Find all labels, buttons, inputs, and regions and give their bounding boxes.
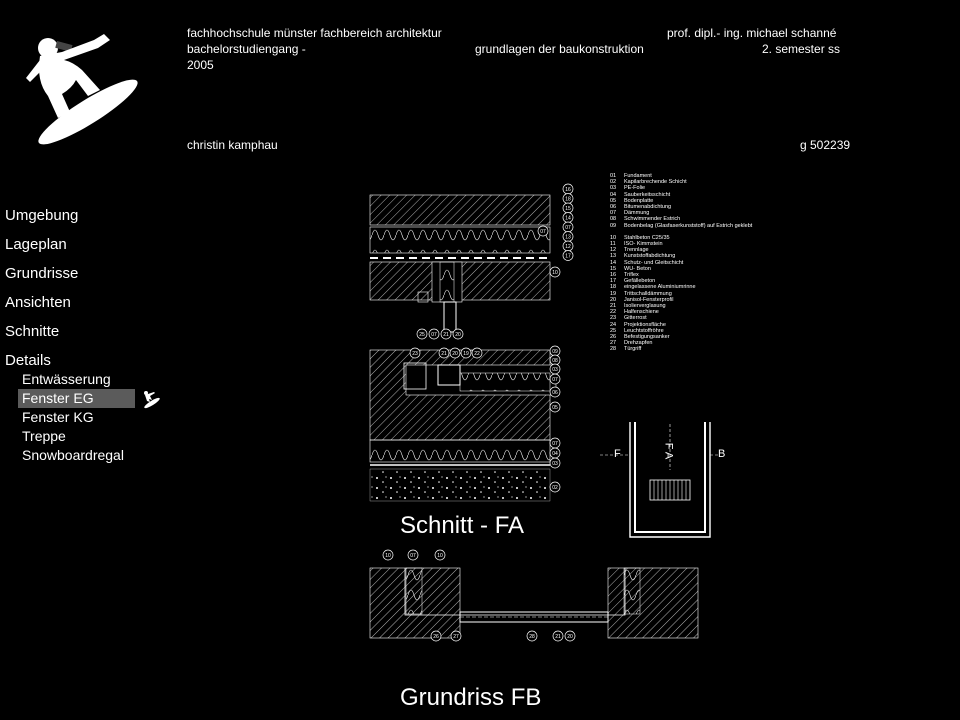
nav-item-grundrisse[interactable]: Grundrisse xyxy=(5,265,79,282)
detail-tag xyxy=(538,226,548,236)
detail-tag xyxy=(417,329,427,339)
svg-text:07: 07 xyxy=(565,225,571,231)
subnav-item-snowboardregal[interactable]: Snowboardregal xyxy=(22,447,124,463)
svg-text:20: 20 xyxy=(452,351,458,357)
semester: 2. semester ss xyxy=(762,42,841,56)
legend-number: 21 xyxy=(610,303,617,310)
legend-number: 13 xyxy=(610,253,617,260)
svg-text:07: 07 xyxy=(540,229,546,235)
svg-text:18: 18 xyxy=(565,196,571,203)
svg-text:12: 12 xyxy=(565,244,571,250)
legend-number: 04 xyxy=(610,191,617,198)
legend-number: 14 xyxy=(610,259,617,266)
legend-number: 20 xyxy=(610,296,617,303)
nav-item-schnitte[interactable]: Schnitte xyxy=(5,323,60,340)
subnav-item-fenster-kg[interactable]: Fenster KG xyxy=(22,409,94,425)
detail-tag xyxy=(461,348,471,358)
nav-item-details[interactable]: Details xyxy=(5,352,51,369)
legend-text: Halfenschiene xyxy=(624,309,659,316)
detail-tag xyxy=(441,329,451,339)
legend-text: Bodenbelag (Glasfaserkunststoff) auf Estrich geklebt xyxy=(624,222,753,229)
snowboarder-logo-icon[interactable] xyxy=(18,26,142,150)
detail-tag xyxy=(472,348,482,358)
detail-tag xyxy=(563,232,573,242)
svg-text:28: 28 xyxy=(529,634,535,640)
legend-number: 06 xyxy=(610,204,617,211)
legend-text: Bodenplatte xyxy=(624,197,654,204)
svg-text:07: 07 xyxy=(410,553,416,559)
legend-text: Sauberkeitsschicht xyxy=(624,191,671,198)
detail-tag xyxy=(429,329,439,339)
legend-text: Triflex xyxy=(624,272,639,279)
legend-text: Kapilarbrechende Schicht xyxy=(624,179,687,186)
svg-text:09: 09 xyxy=(552,349,558,355)
svg-text:27: 27 xyxy=(453,634,459,640)
upper-floor-section xyxy=(370,195,550,332)
svg-text:10: 10 xyxy=(552,270,558,276)
detail-tag xyxy=(550,364,560,374)
legend-text: WU- Beton xyxy=(624,265,651,272)
detail-tag xyxy=(563,184,573,194)
plan-tags-bottom xyxy=(431,631,575,641)
detail-tag xyxy=(550,374,560,384)
detail-tag xyxy=(410,348,420,358)
legend-number: 05 xyxy=(610,197,617,204)
legend-text: Schwimmender Estrich xyxy=(624,216,681,223)
detail-tag xyxy=(527,631,537,641)
legend-number: 16 xyxy=(610,272,617,279)
legend-text: Dämmung xyxy=(624,210,650,217)
svg-text:20: 20 xyxy=(567,634,573,640)
program-name: bachelorstudiengang - xyxy=(187,42,306,56)
detail-tag xyxy=(408,550,418,560)
sidebar-nav xyxy=(5,206,175,369)
legend-text: PE-Folie xyxy=(624,185,646,192)
detail-tag xyxy=(550,355,560,365)
legend-number: 15 xyxy=(610,265,617,272)
legend-number: 25 xyxy=(610,327,617,334)
student-name: christin kamphau xyxy=(187,138,278,152)
svg-text:22: 22 xyxy=(474,351,480,357)
svg-text:21: 21 xyxy=(441,351,447,357)
legend-text: ISO- Kimmstein xyxy=(624,241,663,248)
detail-tag xyxy=(550,438,560,448)
detail-tag xyxy=(550,387,560,397)
svg-text:15: 15 xyxy=(565,206,571,212)
detail-tag xyxy=(563,251,573,261)
legend-number: 28 xyxy=(610,346,617,353)
svg-text:10: 10 xyxy=(385,553,391,559)
legend-text: Befestigungsanker xyxy=(624,334,670,341)
legend-number: 07 xyxy=(610,210,617,217)
svg-text:13: 13 xyxy=(565,234,571,241)
legend-number: 18 xyxy=(610,284,617,291)
svg-text:03: 03 xyxy=(552,461,558,467)
details-subnav xyxy=(22,370,162,465)
svg-text:03: 03 xyxy=(552,367,558,373)
svg-text:02: 02 xyxy=(552,485,558,491)
legend-text: Janisol-Fensterprofil xyxy=(624,296,674,303)
detail-tag xyxy=(431,631,441,641)
svg-text:05: 05 xyxy=(552,405,558,411)
plan-drawing xyxy=(370,568,698,638)
nav-item-umgebung[interactable]: Umgebung xyxy=(5,207,79,224)
key-letter-b: B xyxy=(718,448,726,460)
nav-item-lageplan[interactable]: Lageplan xyxy=(5,236,67,253)
legend-number: 23 xyxy=(610,315,617,322)
detail-tag xyxy=(553,631,563,641)
legend-number: 26 xyxy=(610,334,617,341)
detail-tag xyxy=(563,222,573,232)
legend-text: Bitumenabdichtung xyxy=(624,204,672,211)
legend-text: Projektionsfläche xyxy=(624,321,666,328)
legend-number: 01 xyxy=(610,173,617,179)
section-tags-lower xyxy=(550,346,560,492)
legend-number: 22 xyxy=(610,309,617,316)
detail-tag xyxy=(550,402,560,412)
legend-number: 17 xyxy=(610,278,617,285)
legend-number: 19 xyxy=(610,290,617,297)
plan-tags-top xyxy=(383,550,445,560)
detail-tag xyxy=(563,213,573,223)
legend-number: 10 xyxy=(610,234,617,241)
section-tags-bottom xyxy=(417,329,463,339)
svg-text:16: 16 xyxy=(565,187,571,193)
svg-text:08: 08 xyxy=(552,358,558,364)
program-year: 2005 xyxy=(187,58,214,72)
active-snowboarder-icon xyxy=(141,389,161,409)
legend-text: Schutz- und Gleitschicht xyxy=(624,259,684,266)
detail-tag xyxy=(550,448,560,458)
section-caption: Schnitt - FA xyxy=(400,512,525,539)
detail-tag xyxy=(383,550,393,560)
student-number: g 502239 xyxy=(800,138,851,152)
svg-text:20: 20 xyxy=(455,332,461,338)
detail-tag xyxy=(550,267,560,277)
svg-text:07: 07 xyxy=(552,377,558,383)
legend-text: Trennlage xyxy=(624,247,649,254)
detail-tag xyxy=(550,346,560,356)
legend-number: 09 xyxy=(610,222,617,229)
detail-tag xyxy=(563,194,573,204)
detail-tag xyxy=(550,458,560,468)
legend-text: Gefällebeton xyxy=(624,278,656,285)
subnav-item-treppe[interactable]: Treppe xyxy=(22,428,66,444)
svg-text:21: 21 xyxy=(443,332,449,338)
svg-text:26: 26 xyxy=(433,634,439,640)
legend-text: Leuchtstoffröhre xyxy=(624,327,664,334)
svg-text:14: 14 xyxy=(565,215,571,222)
detail-tag xyxy=(439,348,449,358)
legend-text: Stahlbeton C25/35 xyxy=(624,234,670,241)
legend-text: Drehzapfen xyxy=(624,340,653,347)
svg-text:19: 19 xyxy=(463,351,469,357)
legend-number: 27 xyxy=(610,340,617,347)
detail-tag xyxy=(550,482,560,492)
course-name: grundlagen der baukonstruktion xyxy=(475,42,644,56)
legend-number: 03 xyxy=(610,185,617,192)
legend-text: Gitterrost xyxy=(624,315,647,322)
svg-text:17: 17 xyxy=(565,253,571,260)
legend-number: 08 xyxy=(610,216,617,223)
plan-caption: Grundriss FB xyxy=(400,684,542,711)
legend-text: Trittschalldämmung xyxy=(624,290,672,297)
legend-number: 12 xyxy=(610,247,617,254)
detail-tag xyxy=(563,203,573,213)
svg-text:06: 06 xyxy=(552,390,558,396)
detail-tag xyxy=(565,631,575,641)
professor-name: prof. dipl.- ing. michael schanné xyxy=(667,26,837,40)
nav-item-ansichten[interactable]: Ansichten xyxy=(5,294,71,311)
detail-tag xyxy=(451,631,461,641)
detail-tag xyxy=(435,550,445,560)
svg-text:07: 07 xyxy=(431,332,437,338)
svg-text:10: 10 xyxy=(437,553,443,559)
legend-text: eingelassene Aluminiumrinne xyxy=(624,284,696,291)
legend-text: Kunststoffabdichtung xyxy=(624,253,676,260)
key-letter-f: F xyxy=(614,448,621,460)
legend-number: 24 xyxy=(610,321,617,328)
svg-text:21: 21 xyxy=(555,634,561,640)
legend-text: Türgriff xyxy=(624,346,642,353)
detail-tag xyxy=(450,348,460,358)
legend-number: 02 xyxy=(610,179,617,186)
svg-text:23: 23 xyxy=(412,351,418,357)
subnav-item-entwaesserung[interactable]: Entwässerung xyxy=(22,371,111,387)
svg-text:04: 04 xyxy=(552,451,558,457)
subnav-item-fenster-eg[interactable]: Fenster EG xyxy=(18,389,135,408)
legend-text: Fundament xyxy=(624,173,652,179)
legend-number: 11 xyxy=(610,241,616,248)
svg-text:25: 25 xyxy=(419,332,425,338)
legend-text: Isolierverglasung xyxy=(624,303,666,310)
detail-tag xyxy=(453,329,463,339)
school-name: fachhochschule münster fachbereich architektur xyxy=(187,26,442,40)
svg-text:07: 07 xyxy=(552,441,558,447)
key-plan xyxy=(600,410,760,545)
ground-floor-section xyxy=(370,350,556,501)
detail-tag xyxy=(563,241,573,251)
key-letter-fa: F A xyxy=(662,442,675,460)
